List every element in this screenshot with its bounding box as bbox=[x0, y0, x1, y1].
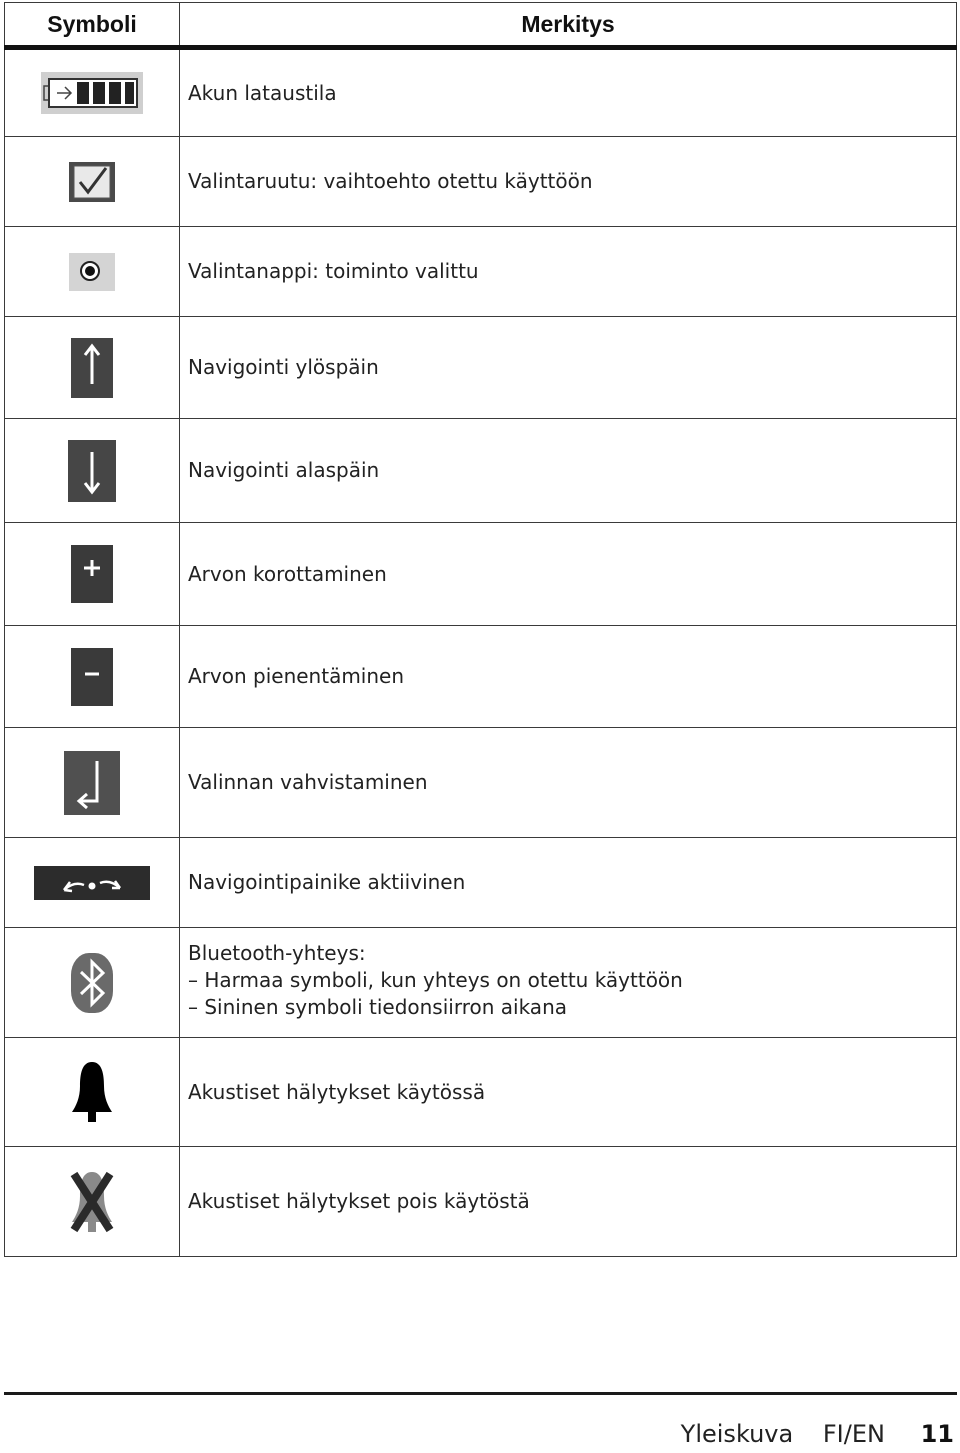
meaning-cell bbox=[180, 928, 957, 1038]
arrow-down-icon bbox=[68, 440, 116, 502]
table-row bbox=[5, 419, 957, 523]
meaning-cell: Navigointi alaspäin bbox=[180, 419, 957, 523]
radio-button-selected-icon bbox=[69, 253, 115, 291]
symbol-cell bbox=[5, 419, 180, 523]
meaning-cell: Arvon pienentäminen bbox=[180, 626, 957, 728]
table-row bbox=[5, 626, 957, 728]
bell-muted-icon bbox=[68, 1170, 116, 1234]
minus-icon bbox=[71, 648, 113, 706]
bluetooth-line-1: Bluetooth-yhteys: bbox=[188, 941, 366, 965]
table-row bbox=[5, 728, 957, 838]
table-row bbox=[5, 48, 957, 137]
plus-icon bbox=[71, 545, 113, 603]
symbol-cell bbox=[5, 317, 180, 419]
table-row bbox=[5, 838, 957, 928]
footer-rule bbox=[4, 1392, 957, 1395]
symbol-cell bbox=[5, 838, 180, 928]
table-row bbox=[5, 523, 957, 626]
footer-language: FI/EN bbox=[822, 1420, 885, 1448]
table-row bbox=[5, 1147, 957, 1257]
table-row bbox=[5, 137, 957, 227]
bell-icon bbox=[69, 1060, 115, 1124]
meaning-cell: Arvon korottaminen bbox=[180, 523, 957, 626]
table-row bbox=[5, 1038, 957, 1147]
page-number: 11 bbox=[920, 1420, 954, 1448]
battery-charging-icon bbox=[41, 72, 143, 114]
symbol-cell bbox=[5, 928, 180, 1038]
meaning-cell: Akun lataustila bbox=[180, 48, 957, 137]
symbol-cell bbox=[5, 728, 180, 838]
symbol-cell bbox=[5, 523, 180, 626]
table-row bbox=[5, 227, 957, 317]
symbol-cell bbox=[5, 137, 180, 227]
symbol-cell bbox=[5, 48, 180, 137]
meaning-cell: Valinnan vahvistaminen bbox=[180, 728, 957, 838]
symbol-cell bbox=[5, 626, 180, 728]
table-row bbox=[5, 317, 957, 419]
page-footer bbox=[681, 1420, 954, 1448]
bluetooth-line-3: – Sininen symboli tiedonsiirron aikana bbox=[188, 995, 567, 1019]
meaning-cell: Navigointi ylöspäin bbox=[180, 317, 957, 419]
symbol-cell bbox=[5, 1147, 180, 1257]
meaning-cell: Valintaruutu: vaihtoehto otettu käyttöön bbox=[180, 137, 957, 227]
header-symbol: Symboli bbox=[5, 3, 180, 48]
arrow-up-icon bbox=[71, 338, 113, 398]
enter-confirm-icon bbox=[64, 751, 120, 815]
table-header-row bbox=[5, 3, 957, 48]
symbol-table bbox=[4, 2, 957, 1257]
meaning-cell: Akustiset hälytykset pois käytöstä bbox=[180, 1147, 957, 1257]
bluetooth-line-2: – Harmaa symboli, kun yhteys on otettu käyttöön bbox=[188, 968, 683, 992]
meaning-cell: Navigointipainike aktiivinen bbox=[180, 838, 957, 928]
navigation-button-icon bbox=[34, 866, 150, 900]
footer-section: Yleiskuva bbox=[680, 1420, 794, 1448]
symbol-cell bbox=[5, 227, 180, 317]
header-meaning: Merkitys bbox=[180, 3, 957, 48]
meaning-cell: Valintanappi: toiminto valittu bbox=[180, 227, 957, 317]
bluetooth-icon bbox=[68, 950, 116, 1016]
table-row bbox=[5, 928, 957, 1038]
checkbox-checked-icon bbox=[69, 162, 115, 202]
meaning-cell: Akustiset hälytykset käytössä bbox=[180, 1038, 957, 1147]
symbol-cell bbox=[5, 1038, 180, 1147]
